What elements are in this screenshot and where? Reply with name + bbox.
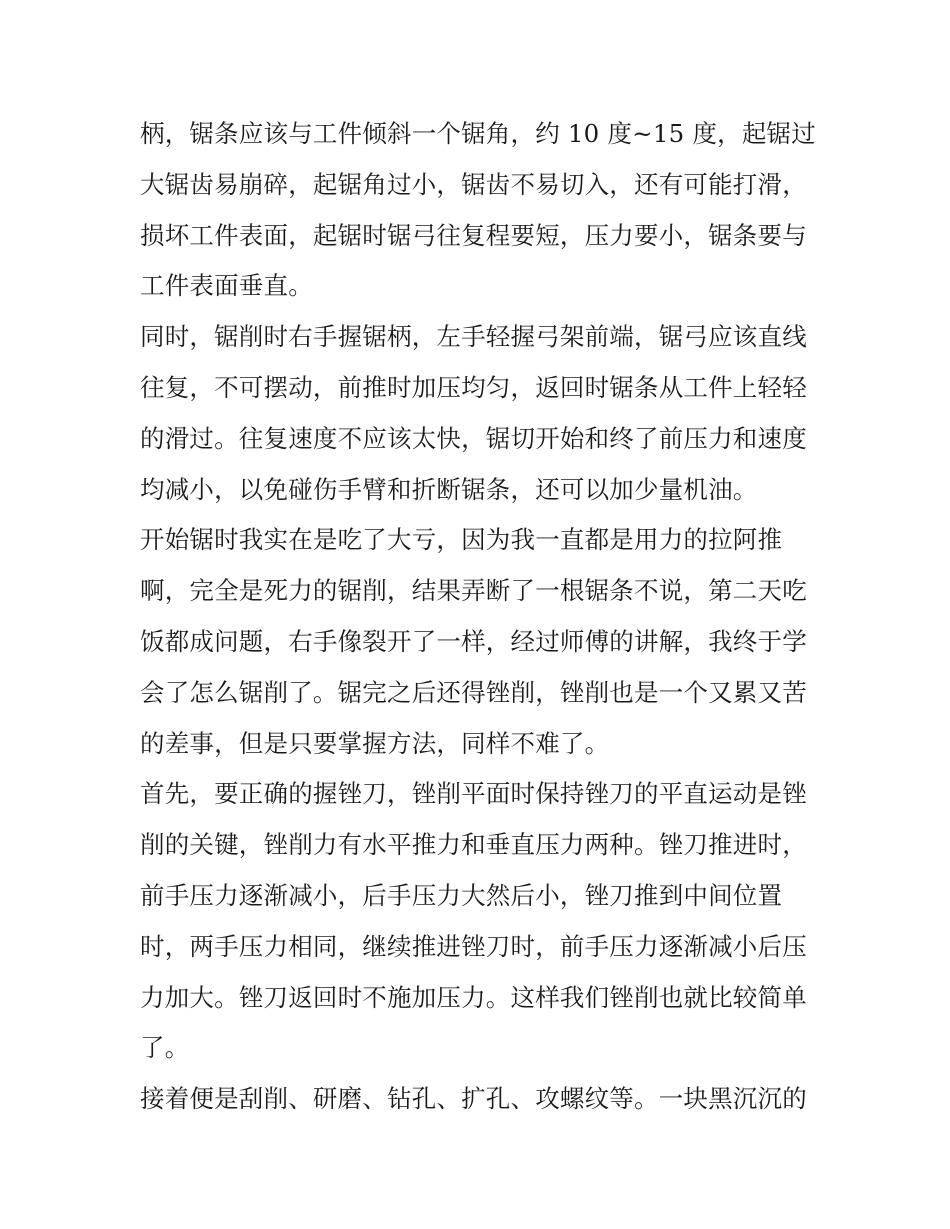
text-line: 开始锯时我实在是吃了大亏，因为我一直都是用力的拉阿推 — [140, 525, 783, 555]
text-line: 时，两手压力相同，继续推进锉刀时，前手压力逐渐减小后压 — [140, 931, 807, 961]
text-line: 均减小，以免碰伤手臂和折断锯条，还可以加少量机油。 — [140, 474, 758, 504]
paragraph-sawing-experience — [140, 515, 820, 769]
text-line: 了。 — [140, 1033, 190, 1063]
text-line: 力加大。锉刀返回时不施加压力。这样我们锉削也就比较简单 — [140, 982, 807, 1012]
text-line: 前手压力逐渐减小，后手压力大然后小，锉刀推到中间位置 — [140, 880, 783, 910]
text-line: 饭都成问题，右手像裂开了一样，经过师傅的讲解，我终于学 — [140, 626, 807, 656]
paragraph-sawing-start-angle — [140, 109, 820, 312]
text-line: 的滑过。往复速度不应该太快，锯切开始和终了前压力和速度 — [140, 423, 807, 453]
text-line: 同时，锯削时右手握锯柄，左手轻握弓架前端，锯弓应该直线 — [140, 322, 807, 352]
document-body — [140, 109, 820, 1125]
paragraph-sawing-technique — [140, 312, 820, 515]
text-line: 啊，完全是死力的锯削，结果弄断了一根锯条不说，第二天吃 — [140, 576, 807, 606]
text-line: 柄，锯条应该与工件倾斜一个锯角，约 10 度~15 度，起锯过 — [140, 119, 816, 148]
text-line: 首先，要正确的握锉刀，锉削平面时保持锉刀的平直运动是锉 — [140, 779, 807, 809]
paragraph-next-operations — [140, 1074, 820, 1125]
text-line: 往复，不可摆动，前推时加压均匀，返回时锯条从工件上轻轻 — [140, 372, 807, 402]
text-line: 的差事，但是只要掌握方法，同样不难了。 — [140, 728, 610, 758]
text-line: 削的关键，锉削力有水平推力和垂直压力两种。锉刀推进时， — [140, 830, 807, 860]
text-line: 工件表面垂直。 — [140, 271, 313, 301]
text-line: 大锯齿易崩碎，起锯角过小，锯齿不易切入，还有可能打滑， — [140, 169, 807, 199]
text-line: 接着便是刮削、研磨、钻孔、扩孔、攻螺纹等。一块黑沉沉的 — [140, 1084, 807, 1114]
text-line: 损坏工件表面，起锯时锯弓往复程要短，压力要小，锯条要与 — [140, 220, 807, 250]
paragraph-filing-technique — [140, 769, 820, 1074]
text-line: 会了怎么锯削了。锯完之后还得锉削，锉削也是一个又累又苦 — [140, 677, 807, 707]
